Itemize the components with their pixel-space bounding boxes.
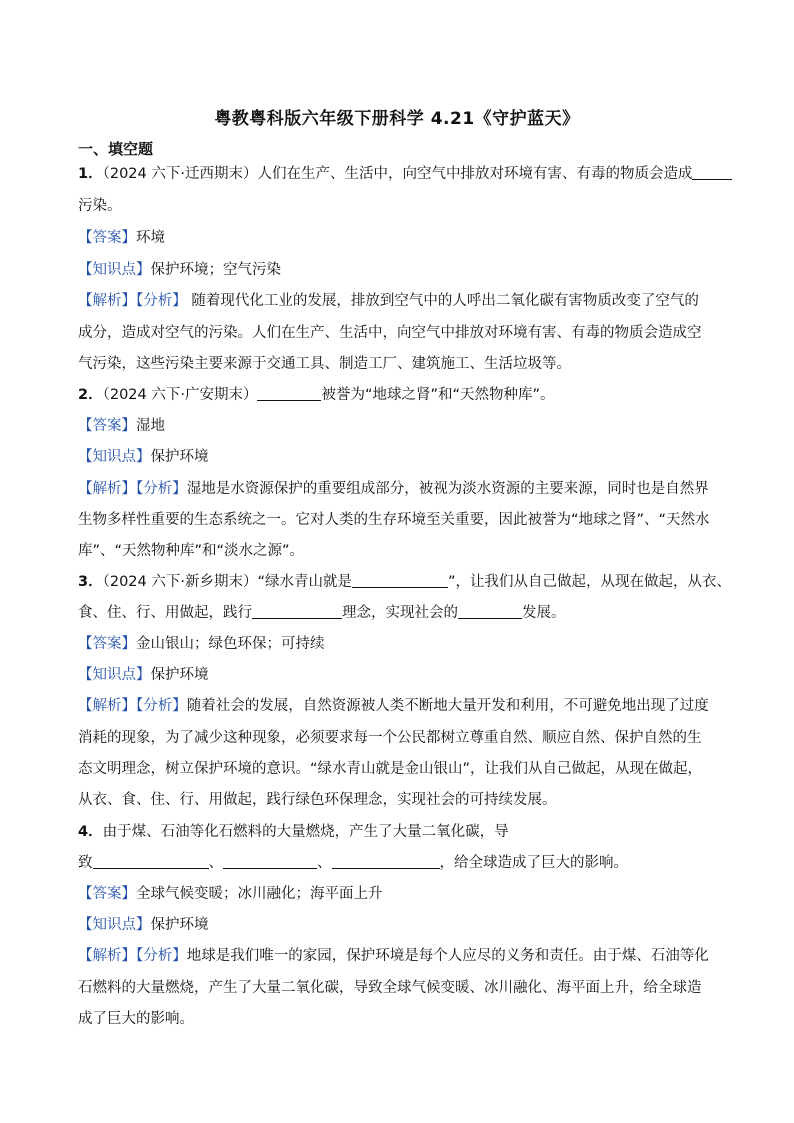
answer-blank[interactable] (252, 603, 342, 619)
analysis-text: 随着现代化工业的发展，排放到空气中的人呼出二氧化碳有害物质改变了空气的 (186, 293, 699, 309)
knowledge-line (78, 447, 209, 467)
analysis-line (78, 291, 699, 311)
question-text: 被誉为“地球之肾”和“天然物种库”。 (321, 387, 555, 403)
question-4-line-1 (78, 822, 509, 842)
answer-blank[interactable] (332, 853, 440, 869)
analysis-line (78, 696, 709, 716)
answer-label: 【答案】 (78, 886, 136, 902)
knowledge-label: 【知识点】 (78, 449, 151, 465)
answer-label: 【答案】 (78, 230, 136, 246)
analysis-text: 湿地是水资源保护的重要组成部分，被视为淡水资源的主要来源，同时也是自然界 (186, 481, 709, 497)
answer-line (78, 884, 383, 904)
analysis-line: 态文明理念，树立保护环境的意识。“绿水青山就是金山银山”，让我们从自己做起，从现在做起， (78, 761, 703, 777)
analysis-line: 石燃料的大量燃烧，产生了大量二氧化碳，导致全球气候变暖、冰川融化、海平面上升，给全球造 (78, 980, 702, 996)
question-number: 2． (78, 387, 103, 403)
analysis-line (78, 946, 709, 966)
answer-blank[interactable] (257, 385, 321, 401)
question-2-line-1 (78, 385, 555, 405)
analysis-line: 生物多样性重要的生态系统之一。它对人类的生存环境至关重要，因此被誉为“地球之肾”、“天然水 (78, 512, 710, 528)
question-text: 理念，实现社会的 (342, 605, 458, 621)
question-1-line-2: 污染。 (78, 198, 122, 214)
analysis-line: 库”、“天然物种库”和“淡水之源”。 (78, 543, 305, 559)
knowledge-label: 【知识点】 (78, 667, 151, 683)
knowledge-label: 【知识点】 (78, 262, 151, 278)
knowledge-text: 保护环境 (150, 449, 209, 465)
question-3-line-2 (78, 603, 566, 623)
question-text: ，给全球造成了巨大的影响。 (439, 855, 628, 871)
analysis-text: 地球是我们唯一的家园，保护环境是每个人应尽的义务和责任。由于煤、石油等化 (186, 948, 709, 964)
answer-blank[interactable] (93, 853, 209, 869)
question-number: 4． (78, 824, 103, 840)
analysis-label: 【解析】【分析】 (78, 293, 187, 309)
answer-text: 金山银山；绿色环保；可持续 (136, 636, 325, 652)
question-text: 发展。 (522, 605, 566, 621)
knowledge-text: 保护环境；空气污染 (150, 262, 281, 278)
question-text: （2024 六下·广安期末） (102, 387, 258, 403)
knowledge-line (78, 260, 281, 280)
answer-line (78, 416, 165, 436)
answer-blank[interactable] (223, 853, 317, 869)
answer-label: 【答案】 (78, 418, 136, 434)
analysis-label: 【解析】【分析】 (78, 481, 187, 497)
knowledge-label: 【知识点】 (78, 917, 151, 933)
knowledge-text: 保护环境 (150, 917, 209, 933)
question-1-line-1 (78, 164, 732, 184)
answer-text: 湿地 (136, 418, 165, 434)
question-3-line-1 (78, 572, 731, 592)
analysis-label: 【解析】【分析】 (78, 948, 187, 964)
answer-blank[interactable] (352, 572, 448, 588)
knowledge-line (78, 665, 209, 685)
answer-blank[interactable] (458, 603, 522, 619)
knowledge-line (78, 915, 209, 935)
analysis-line (78, 479, 709, 499)
answer-line (78, 228, 165, 248)
knowledge-text: 保护环境 (150, 667, 209, 683)
question-text: （2024 六下·迁西期末）人们在生产、生活中，向空气中排放对环境有害、有毒的物质会造成 (102, 166, 693, 182)
page-title: 粤教粤科版六年级下册科学 4.21《守护蓝天》 (214, 109, 580, 129)
analysis-line: 气污染，这些污染主要来源于交通工具、制造工厂、建筑施工、生活垃圾等。 (78, 356, 571, 372)
question-4-line-2 (78, 853, 628, 873)
question-text: 由于煤、石油等化石燃料的大量燃烧，产生了大量二氧化碳，导 (102, 824, 509, 840)
question-number: 3． (78, 574, 103, 590)
analysis-line: 成了巨大的影响。 (78, 1011, 194, 1027)
separator: 、 (208, 855, 223, 871)
separator: 、 (317, 855, 332, 871)
analysis-line: 消耗的现象，为了减少这种现象，必须要求每一个公民都树立尊重自然、顺应自然、保护自然的生 (78, 730, 702, 746)
answer-text: 环境 (136, 230, 165, 246)
question-text: 食、住、行、用做起，践行 (78, 605, 252, 621)
question-text: 致 (78, 855, 93, 871)
analysis-text: 随着社会的发展，自然资源被人类不断地大量开发和利用，不可避免地出现了过度 (186, 698, 709, 714)
answer-label: 【答案】 (78, 636, 136, 652)
answer-blank[interactable] (692, 164, 732, 180)
question-text: ”，让我们从自己做起，从现在做起，从衣、 (447, 574, 731, 590)
question-number: 1． (78, 166, 103, 182)
analysis-line: 从衣、食、住、行、用做起，践行绿色环保理念，实现社会的可持续发展。 (78, 792, 557, 808)
analysis-line: 成分，造成对空气的污染。人们在生产、生活中，向空气中排放对环境有害、有毒的物质会造成空 (78, 325, 702, 341)
analysis-label: 【解析】【分析】 (78, 698, 187, 714)
answer-text: 全球气候变暖；冰川融化；海平面上升 (136, 886, 383, 902)
section-heading: 一、填空题 (78, 140, 154, 158)
answer-line (78, 634, 325, 654)
question-text: （2024 六下·新乡期末）“绿水青山就是 (102, 574, 352, 590)
